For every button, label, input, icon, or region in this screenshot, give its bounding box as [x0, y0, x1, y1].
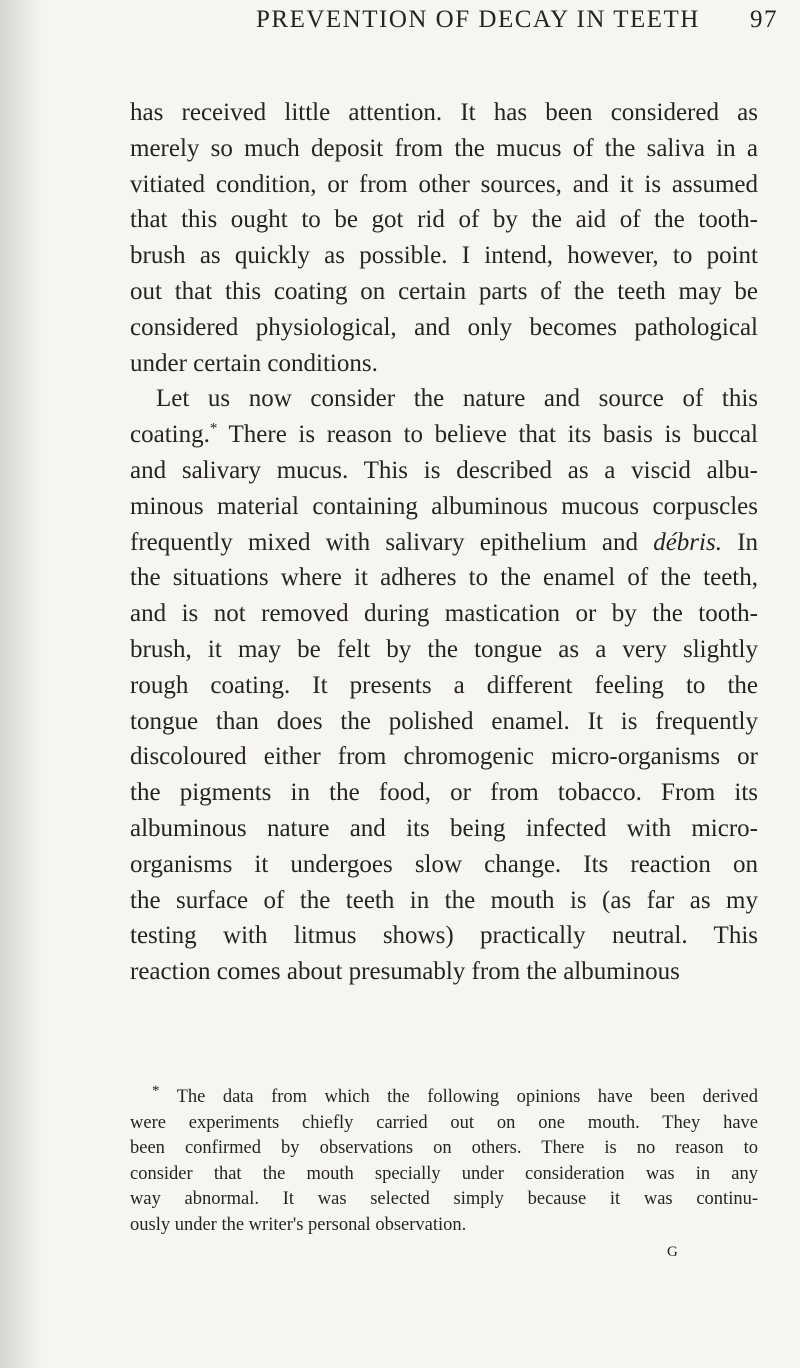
- text-line: testing with litmus shows) practically neutral. This: [130, 922, 758, 950]
- body-text: [130, 95, 758, 990]
- footnote-line: consider that the mouth specially under consideration was in any: [130, 1163, 758, 1184]
- signature-mark: G: [667, 1244, 678, 1260]
- text-line: the situations where it adheres to the enamel of the teeth,: [130, 564, 758, 592]
- text-line: reaction comes about presumably from the albuminous: [130, 958, 680, 986]
- text-line-with-italic: [130, 525, 758, 561]
- text-line: rough coating. It presents a different feeling to the: [130, 671, 758, 699]
- page-number: 97: [750, 6, 778, 33]
- text-line: under certain conditions.: [130, 349, 378, 377]
- text-line: the pigments in the food, or from tobacco. From its: [130, 779, 758, 807]
- text-line: albuminous nature and its being infected with micro-: [130, 814, 758, 842]
- text-fragment: In: [737, 528, 759, 556]
- text-line: and salivary mucus. This is described as a viscid albu-: [130, 456, 758, 484]
- text-line-with-footnote: [130, 417, 758, 453]
- footnote-marker: *: [152, 1082, 160, 1099]
- footnote-line: were experiments chiefly carried out on one mouth. They have: [130, 1112, 758, 1133]
- text-line: that this ought to be got rid of by the aid of the tooth-: [130, 206, 758, 234]
- text-line: Let us now consider the nature and source of this: [156, 385, 758, 413]
- footnote-line-first: [130, 1082, 758, 1111]
- text-line: brush as quickly as possible. I intend, however, to point: [130, 242, 758, 270]
- footnote-text: The data from which the following opinions have been derived: [176, 1087, 758, 1107]
- footnote: [130, 1082, 758, 1239]
- text-fragment: There is reason to believe that its basis is buccal: [228, 421, 758, 449]
- text-line: and is not removed during mastication or by the tooth-: [130, 600, 758, 628]
- text-line: vitiated condition, or from other sources, and it is assumed: [130, 170, 758, 198]
- footnote-line: been confirmed by observations on others. There is no reason to: [130, 1138, 758, 1159]
- text-line: minous material containing albuminous mucous corpuscles: [130, 492, 758, 520]
- text-line: tongue than does the polished enamel. It is frequently: [130, 707, 758, 735]
- text-line: brush, it may be felt by the tongue as a very slightly: [130, 635, 758, 663]
- coating-word: coating.: [130, 421, 210, 449]
- text-line: merely so much deposit from the mucus of the saliva in a: [130, 134, 758, 162]
- text-line: the surface of the teeth in the mouth is (as far as my: [130, 886, 758, 914]
- footnote-line: way abnormal. It was selected simply because it was continu-: [130, 1189, 758, 1210]
- running-head-title: PREVENTION OF DECAY IN TEETH: [256, 6, 700, 33]
- text-line: discoloured either from chromogenic micro-organisms or: [130, 743, 758, 771]
- footnote-reference: *: [209, 420, 218, 437]
- text-line: considered physiological, and only becomes pathological: [130, 313, 758, 341]
- text-line: organisms it undergoes slow change. Its reaction on: [130, 850, 758, 878]
- gutter-shadow: [0, 0, 42, 1368]
- text-line: out that this coating on certain parts of the teeth may be: [130, 277, 758, 305]
- text-line: has received little attention. It has been considered as: [130, 99, 758, 126]
- text-fragment: frequently mixed with salivary epithelium and: [130, 528, 638, 556]
- italic-debris: débris.: [653, 528, 722, 556]
- running-head: [256, 6, 778, 34]
- footnote-line: ously under the writer's personal observation.: [130, 1214, 467, 1235]
